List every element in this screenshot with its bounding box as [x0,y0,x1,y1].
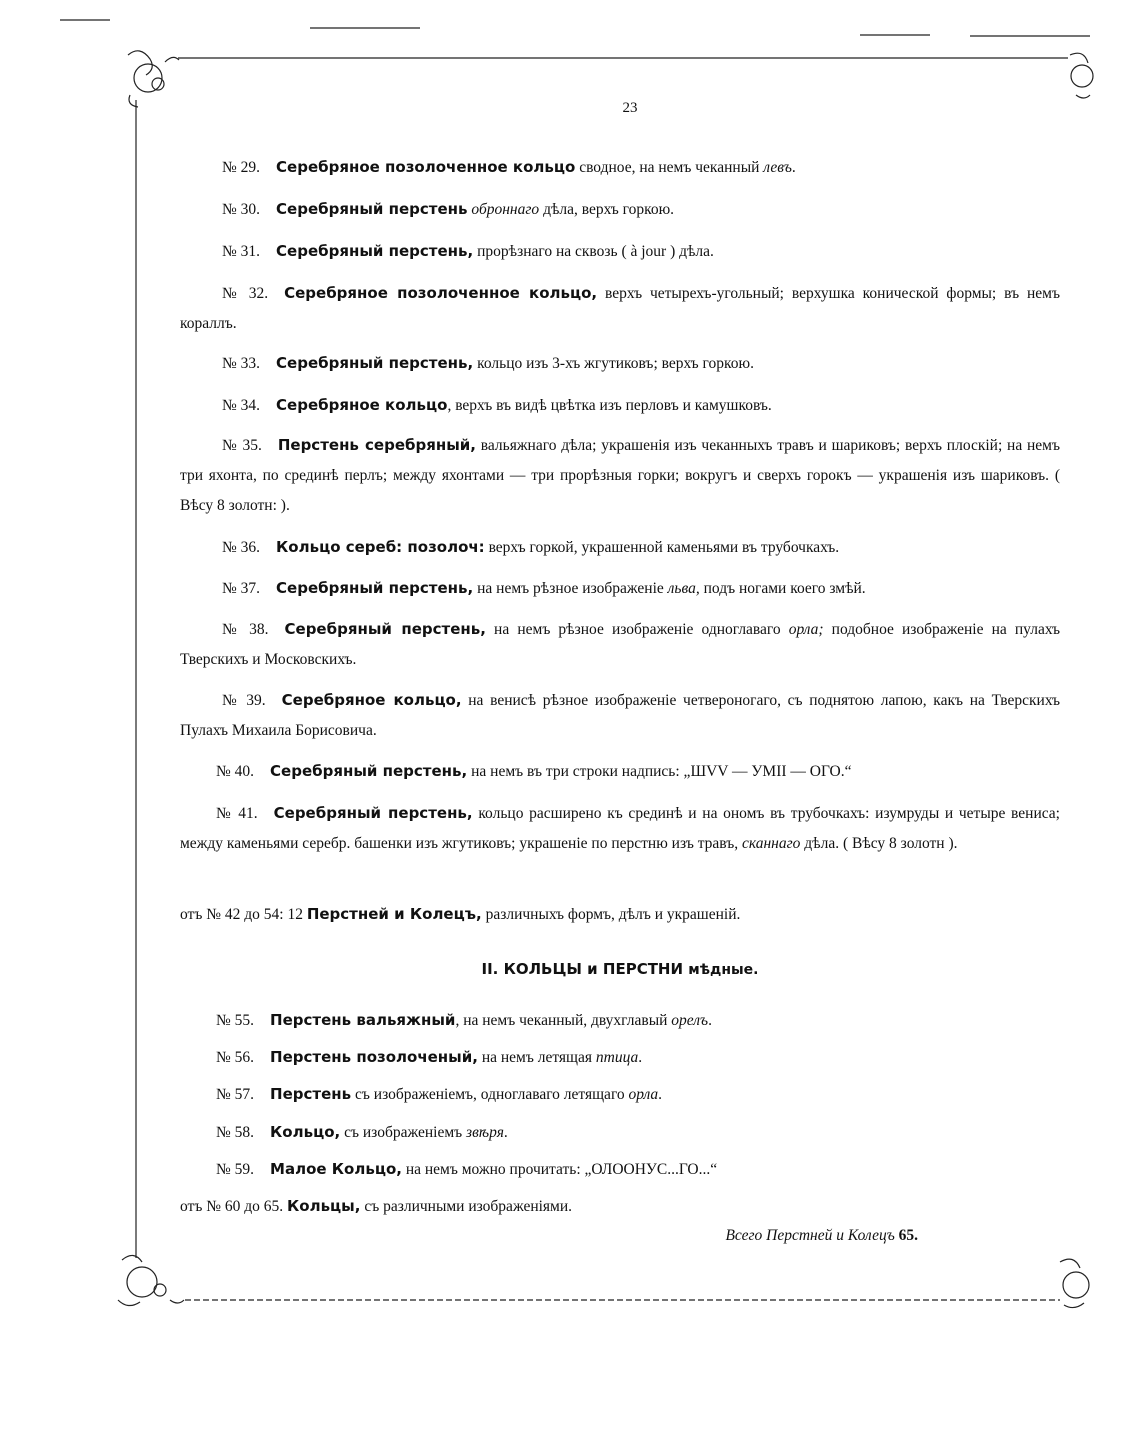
range-line: отъ № 42 до 54: 12 Перстней и Колецъ, различныхъ формъ, дѣлъ и украшеній. [180,905,741,923]
list-item: № 56. Перстень позолоченый, на немъ летящая птица. [216,1048,643,1066]
list-item: № 35. Перстень серебряный, вальяжнаго дѣла; украшенія изъ чеканныхъ травъ и шариковъ; верхъ плоскій; на немъ три яхонта, по срединѣ перлъ; между яхонтами — три прорѣзныя горки; вокругъ и сверхъ горокъ — украшенія изъ шариковъ. ( Вѣсу 8 золотн: ). [180,436,1060,514]
list-item: № 30. Серебряный перстень оброннаго дѣла, верхъ горкою. [222,200,675,218]
list-item: № 38. Серебряный перстень, на немъ рѣзное изображеніе одноглаваго орла; подобное изображеніе на пулахъ Тверскихъ и Московскихъ. [180,620,1061,668]
flourish-bottom-right [1060,1259,1089,1307]
list-item: № 59. Малое Кольцо, на немъ можно прочитать: „ОЛООНУС...ГО...“ [216,1160,718,1178]
list-item: № 34. Серебряное кольцо, верхъ въ видѣ цвѣтка изъ перловъ и камушковъ. [222,396,772,414]
flourish-top-left [128,51,179,107]
list-item: № 31. Серебряный перстень, прорѣзнаго на сквозь ( à jour ) дѣла. [222,242,714,260]
list-item: № 57. Перстень съ изображеніемъ, одноглаваго летящаго орла. [216,1085,663,1103]
list-item: № 40. Серебряный перстень, на немъ въ три строки надпись: „ШVV — УМII — ОГО.“ [216,762,852,780]
flourish-bottom-left [118,1255,184,1305]
section-heading: II. КОЛЬЦЫ и ПЕРСТНИ мѣдные. [481,960,759,978]
total-line: Всего Перстней и Колецъ 65. [725,1227,918,1244]
list-item: № 36. Кольцо сереб: позолоч: верхъ горкой, украшенной каменьями въ трубочкахъ. [222,538,840,556]
range-line: отъ № 60 до 65. Кольцы, съ различными изображеніями. [180,1197,573,1215]
list-item: № 55. Перстень вальяжный, на немъ чеканный, двухглавый орелъ. [216,1011,712,1029]
list-item: № 37. Серебряный перстень, на немъ рѣзное изображеніе льва, подъ ногами коего змѣй. [222,579,866,597]
list-item: № 58. Кольцо, съ изображеніемъ звѣря. [216,1123,508,1141]
list-item: № 33. Серебряный перстень, кольцо изъ 3-хъ жгутиковъ; верхъ горкою. [222,354,754,372]
list-item: № 39. Серебряное кольцо, на венисѣ рѣзное изображеніе четвероногаго, съ поднятою лапою, какъ на Тверскихъ Пулахъ Михаила Борисовича. [180,691,1061,739]
list-item: № 32. Серебряное позолоченное кольцо, верхъ четырехъ-угольный; верхушка конической формы; въ немъ кораллъ. [180,284,1060,332]
flourish-top-right [1070,53,1093,98]
list-item: № 41. Серебряный перстень, кольцо расширено къ срединѣ и на ономъ въ трубочкахъ: изумруды и четыре вениса; между каменьями серебр. башенки изъ жгутиковъ; украшеніе по перстню изъ травъ, сканнаго дѣла. ( Вѣсу 8 золотн ). [180,804,1060,852]
page-number: 23 [622,100,638,116]
list-item: № 29. Серебряное позолоченное кольцо сводное, на немъ чеканный левъ. [222,158,796,176]
